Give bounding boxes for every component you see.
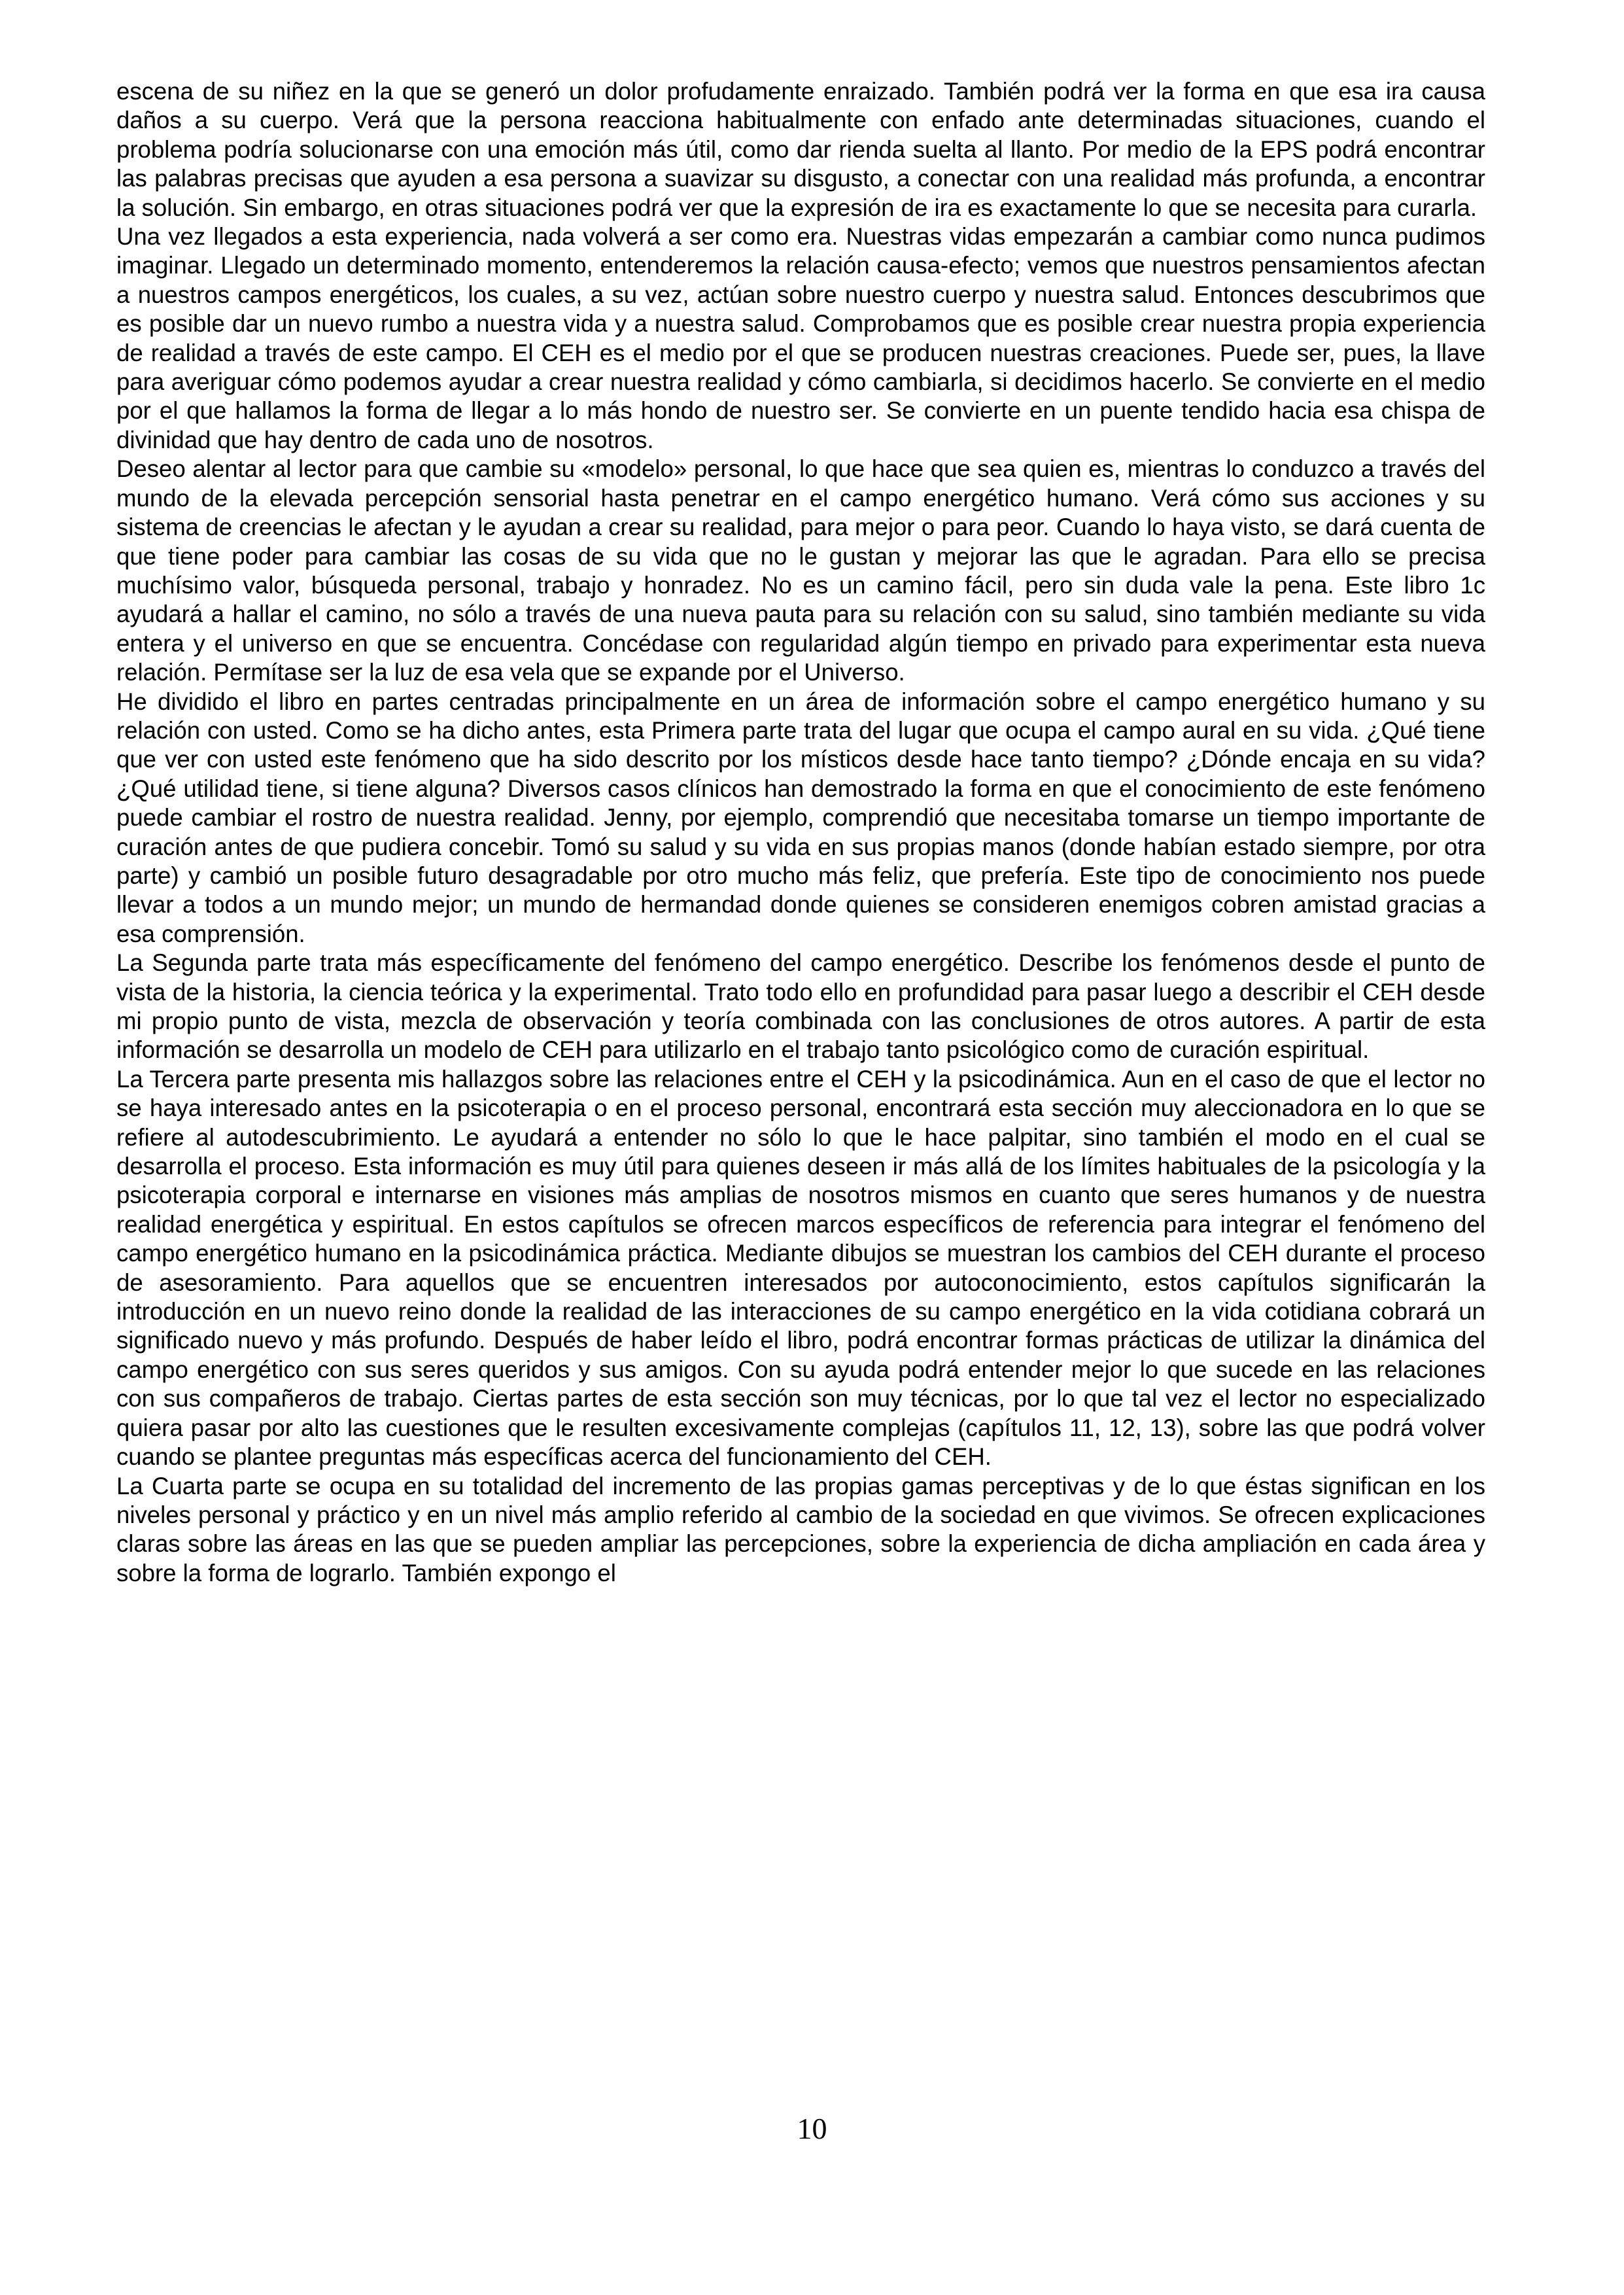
page-body — [116, 77, 1485, 1588]
paragraph: Deseo alentar al lector para que cambie su «modelo» personal, lo que hace que sea quien es, mientras lo conduzco a través del mundo de la elevada percepción sensorial hasta penetrar en el campo energético humano. Verá cómo sus acciones y su sistema de creencias le afectan y le ayudan a crear su realidad, para mejor o para peor. Cuando lo haya visto, se dará cuenta de que tiene poder para cambiar las cosas de su vida que no le gustan y mejorar las que le agradan. Para ello se precisa muchísimo valor, búsqueda personal, trabajo y honradez. No es un camino fácil, pero sin duda vale la pena. Este libro 1c ayudará a hallar el camino, no sólo a través de una nueva pauta para su relación con su salud, sino también mediante su vida entera y el universo en que se encuentra. Concédase con regularidad algún tiempo en privado para experimentar esta nueva relación. Permítase ser la luz de esa vela que se expande por el Universo. — [116, 455, 1485, 686]
paragraph: Una vez llegados a esta experiencia, nada volverá a ser como era. Nuestras vidas empezarán a cambiar como nunca pudimos imaginar. Llegado un determinado momento, entenderemos la relación causa-efecto; vemos que nuestros pensamientos afectan a nuestros campos energéticos, los cuales, a su vez, actúan sobre nuestro cuerpo y nuestra salud. Entonces descubrimos que es posible dar un nuevo rumbo a nuestra vida y a nuestra salud. Comprobamos que es posible crear nuestra propia experiencia de realidad a través de este campo. El CEH es el medio por el que se producen nuestras creaciones. Puede ser, pues, la llave para averiguar cómo podemos ayudar a crear nuestra realidad y cómo cambiarla, si decidimos hacerlo. Se convierte en el medio por el que hallamos la forma de llegar a lo más hondo de nuestro ser. Se convierte en un puente tendido hacia esa chispa de divinidad que hay dentro de cada uno de nosotros. — [116, 223, 1485, 453]
paragraph: La Tercera parte presenta mis hallazgos sobre las relaciones entre el CEH y la psicodinámica. Aun en el caso de que el lector no se haya interesado antes en la psicoterapia o en el proceso personal, encontrará esta sección muy aleccionadora en lo que se refiere al autodescubrimiento. Le ayudará a entender no sólo lo que le hace palpitar, sino también el modo en el cual se desarrolla el proceso. Esta información es muy útil para quienes deseen ir más allá de los límites habituales de la psicología y la psicoterapia corporal e internarse en visiones más amplias de nosotros mismos en cuanto que seres humanos y de nuestra realidad energética y espiritual. En estos capítulos se ofrecen marcos específicos de referencia para integrar el fenómeno del campo energético humano en la psicodinámica práctica. Mediante dibujos se muestran los cambios del CEH durante el proceso de asesoramiento. Para aquellos que se encuentren interesados por autoconocimiento, estos capítulos significarán la introducción en un nuevo reino donde la realidad de las interacciones de su campo energético en la vida cotidiana cobrará un significado nuevo y más profundo. Después de haber leído el libro, podrá encontrar formas prácticas de utilizar la dinámica del campo energético con sus seres queridos y sus amigos. Con su ayuda podrá entender mejor lo que sucede en las relaciones con sus compañeros de trabajo. Ciertas partes de esta sección son muy técnicas, por lo que tal vez el lector no especializado quiera pasar por alto las cuestiones que le resulten excesivamente complejas (capítulos 11, 12, 13), sobre las que podrá volver cuando se plantee preguntas más específicas acerca del funcionamiento del CEH. — [116, 1065, 1485, 1471]
paragraph: escena de su niñez en la que se generó un dolor profudamente enraizado. También podrá ver la forma en que esa ira causa daños a su cuerpo. Verá que la persona reacciona habitualmente con enfado ante determinadas situaciones, cuando el problema podría solucionarse con una emoción más útil, como dar rienda suelta al llanto. Por medio de la EPS podrá encontrar las palabras precisas que ayuden a esa persona a suavizar su disgusto, a conectar con una realidad más profunda, a encontrar la solución. Sin embargo, en otras situaciones podrá ver que la expresión de ira es exactamente lo que se necesita para curarla. — [116, 78, 1485, 221]
paragraph: La Cuarta parte se ocupa en su totalidad del incremento de las propias gamas perceptivas y de lo que éstas significan en los niveles personal y práctico y en un nivel más amplio referido al cambio de la sociedad en que vivimos. Se ofrecen explicaciones claras sobre las áreas en las que se pueden ampliar las percepciones, sobre la experiencia de dicha ampliación en cada área y sobre la forma de lograrlo. También expongo el — [116, 1472, 1485, 1586]
page-number: 10 — [797, 2112, 827, 2145]
paragraph: He dividido el libro en partes centradas principalmente en un área de información sobre el campo energético humano y su relación con usted. Como se ha dicho antes, esta Primera parte trata del lugar que ocupa el campo aural en su vida. ¿Qué tiene que ver con usted este fenómeno que ha sido descrito por los místicos desde hace tanto tiempo? ¿Dónde encaja en su vida? ¿Qué utilidad tiene, si tiene alguna? Diversos casos clínicos han demostrado la forma en que el conocimiento de este fenómeno puede cambiar el rostro de nuestra realidad. Jenny, por ejemplo, comprendió que necesitaba tomarse un tiempo importante de curación antes de que pudiera concebir. Tomó su salud y su vida en sus propias manos (donde habían estado siempre, por otra parte) y cambió un posible futuro desagradable por otro mucho más feliz, que prefería. Este tipo de conocimiento nos puede llevar a todos a un mundo mejor; un mundo de hermandad donde quienes se consideren enemigos cobren amistad gracias a esa comprensión. — [116, 688, 1485, 947]
paragraph: La Segunda parte trata más específicamente del fenómeno del campo energético. Describe los fenómenos desde el punto de vista de la historia, la ciencia teórica y la experimental. Trato todo ello en profundidad para pasar luego a describir el CEH desde mi propio punto de vista, mezcla de observación y teoría combinada con las conclusiones de otros autores. A partir de esta información se desarrolla un modelo de CEH para utilizarlo en el trabajo tanto psicológico como de curación espiritual. — [116, 949, 1485, 1064]
